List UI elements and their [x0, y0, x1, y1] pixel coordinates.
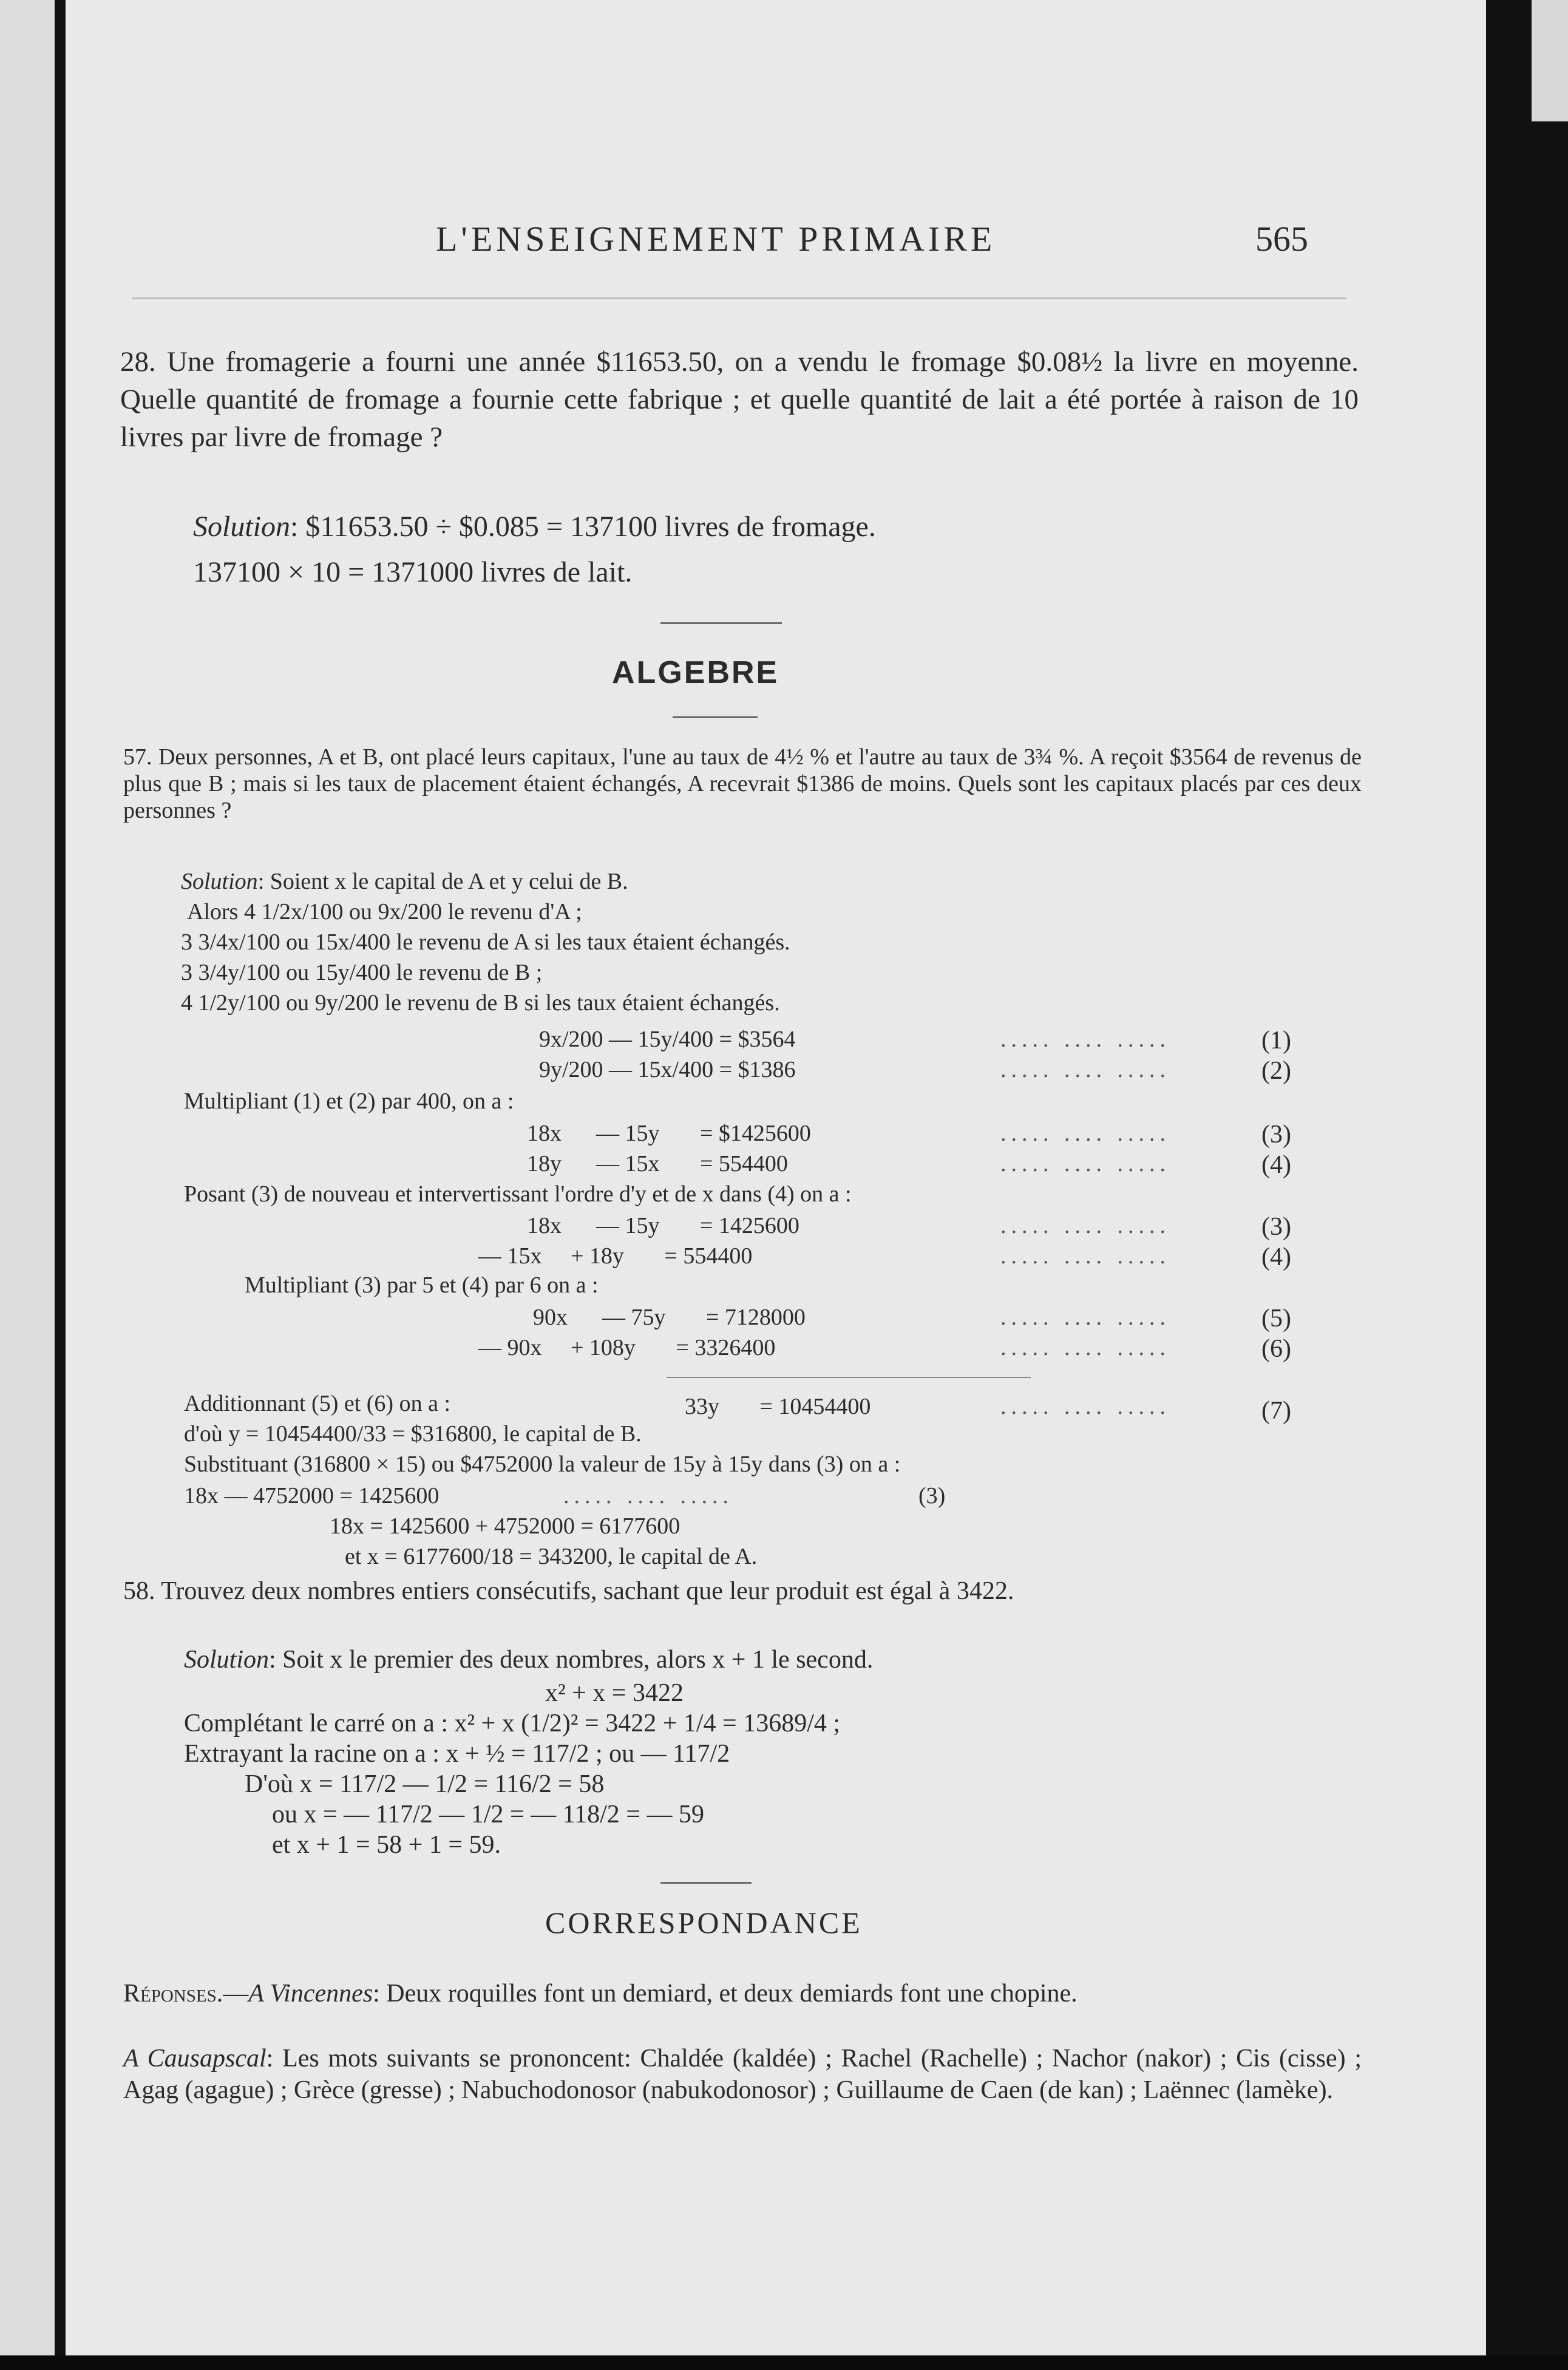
et-x-line: et x + 1 = 58 + 1 = 59.	[272, 1831, 501, 1859]
equation-3: 18x — 15y = $1425600	[527, 1121, 811, 1146]
p57-line-4: 3 3/4y/100 ou 15y/400 le revenu de B ;	[181, 960, 543, 985]
heading-underline	[673, 716, 758, 718]
leader-dots: ..... .... .....	[1000, 1243, 1170, 1269]
multiply-line: Multipliant (3) par 5 et (4) par 6 on a :	[245, 1272, 599, 1298]
multiply-by-400: Multipliant (1) et (2) par 400, on a :	[184, 1088, 514, 1114]
p57-line-2: Alors 4 1/2x/100 ou 9x/200 le revenu d'A ;	[187, 899, 582, 925]
equation-4b: — 15x + 18y = 554400	[478, 1243, 753, 1269]
left-page-edge	[55, 0, 66, 2370]
vincennes-text: : Deux roquilles font un demiard, et deux demiards font une chopine.	[373, 1980, 1078, 2008]
equation-number-5: (5)	[1261, 1305, 1291, 1333]
problem-28-solution-line-2: 137100 × 10 = 1371000 livres de lait.	[193, 556, 633, 588]
leader-dots: ..... .... .....	[1000, 1027, 1170, 1052]
problem-57-text: 57. Deux personnes, A et B, ont placé leurs capitaux, l'une au taux de 4½ % et l'autre au taux de 3¾ %. A reçoit $3564 de revenus de plus que B ; mais si les taux de placement étaient échangés, A recevrait $1386 de moins. Quels sont les capitaux placés par ces deux personnes ?	[123, 744, 1362, 823]
problem-28-solution	[193, 510, 876, 543]
causapscal-text: : Les mots suivants se prononcent: Chaldée (kaldée) ; Rachel (Rachelle) ; Nachor (nakor) ; Cis (cisse) ; Agag (agague) ; Grèce (gresse) ; Nabuchodonosor (nabukodonosor) ; Guillaume de Caen (de kan) ; Laënnec (lamèke).	[123, 2045, 1362, 2104]
solution-line-1: : $11653.50 ÷ $0.085 = 137100 livres de fromage.	[290, 511, 876, 543]
reponses-vincennes: Réponses.—A Vincennes: Deux roquilles font un demiard, et deux demiards font une chopine.	[123, 1980, 1078, 2008]
posant-line: Posant (3) de nouveau et intervertissant l'ordre d'y et de x dans (4) on a :	[184, 1181, 852, 1207]
left-scan-margin	[0, 0, 55, 2370]
equation-number-1: (1)	[1261, 1027, 1291, 1054]
equation-4: 18y — 15x = 554400	[527, 1151, 788, 1177]
p57-line-5: 4 1/2y/100 ou 9y/200 le revenu de B si les taux étaient échangés.	[181, 990, 780, 1016]
substituant-line: Substituant (316800 × 15) ou $4752000 la valeur de 15y à 15y dans (3) on a :	[184, 1452, 901, 1477]
solution-label: Solution	[193, 511, 291, 543]
vincennes-label: A Vincennes	[248, 1980, 373, 2008]
p58-equation: x² + x = 3422	[545, 1679, 684, 1707]
line-18x-c: et x = 6177600/18 = 343200, le capital de A.	[345, 1544, 758, 1569]
equation-3b: 18x — 15y = 1425600	[527, 1213, 799, 1238]
equation-5: 90x — 75y = 7128000	[533, 1305, 806, 1330]
leader-dots: ..... .... .....	[1000, 1213, 1170, 1238]
causapscal-label: A Causapscal	[123, 2045, 266, 2073]
leader-dots: ..... .... .....	[1000, 1151, 1170, 1177]
equation-number-3: (3)	[1261, 1121, 1291, 1149]
line-18x-b: 18x = 1425600 + 4752000 = 6177600	[330, 1513, 680, 1539]
running-header: L'ENSEIGNEMENT PRIMAIRE	[436, 219, 996, 259]
sum-rule	[667, 1377, 1031, 1378]
dou-y-line: d'où y = 10454400/33 = $316800, le capital de B.	[184, 1421, 642, 1447]
bottom-scan-edge	[0, 2355, 1568, 2370]
reponses-label: Réponses.	[123, 1980, 223, 2008]
leader-dots: ..... .... .....	[1000, 1305, 1170, 1330]
p57-solution-line-1: Solution: Soient x le capital de A et y celui de B.	[181, 869, 628, 894]
leader-dots: ..... .... .....	[1000, 1394, 1170, 1419]
ou-line: ou x = — 117/2 — 1/2 = — 118/2 = — 59	[272, 1801, 704, 1828]
equation-6: — 90x + 108y = 3326400	[478, 1335, 776, 1360]
correspondance-heading: CORRESPONDANCE	[545, 1906, 863, 1940]
problem-58-text: 58. Trouvez deux nombres entiers consécutifs, sachant que leur produit est égal à 3422.	[123, 1577, 1014, 1605]
solution-label: Solution	[181, 869, 258, 894]
equation-number-3c: (3)	[918, 1483, 946, 1509]
solution-label: Solution	[184, 1646, 270, 1674]
section-rule	[660, 622, 782, 624]
extrayant-line: Extrayant la racine on a : x + ½ = 117/2 ; ou — 117/2	[184, 1740, 730, 1768]
corner-paper-scrap	[1532, 0, 1568, 121]
page-number: 565	[1255, 219, 1308, 259]
leader-dots: ..... .... .....	[1000, 1121, 1170, 1146]
equation-number-3b: (3)	[1261, 1213, 1291, 1241]
p57-line-3: 3 3/4x/100 ou 15x/400 le revenu de A si les taux étaient échangés.	[181, 929, 790, 955]
equation-7: 33y = 10454400	[685, 1394, 871, 1419]
equation-1: 9x/200 — 15y/400 = $3564	[539, 1027, 796, 1052]
algebra-heading: ALGEBRE	[612, 655, 779, 690]
equation-number-2: (2)	[1261, 1057, 1291, 1085]
p58-solution-line-1: Solution: Soit x le premier des deux nombres, alors x + 1 le second.	[184, 1646, 874, 1674]
problem-28-text: 28. Une fromagerie a fourni une année $11653.50, on a vendu le fromage $0.08½ la livre en moyenne. Quelle quantité de fromage a fournie cette fabrique ; et quelle quantité de lait a été portée à raison de 10 livres par livre de fromage ?	[120, 346, 1359, 453]
header-rule	[132, 297, 1346, 299]
section-rule	[660, 1882, 752, 1884]
equation-number-4b: (4)	[1261, 1243, 1291, 1271]
additionnant-line: Additionnant (5) et (6) on a :	[184, 1391, 451, 1416]
leader-dots: ..... .... .....	[1000, 1057, 1170, 1082]
leader-dots: ..... .... .....	[1000, 1335, 1170, 1360]
equation-number-7: (7)	[1261, 1397, 1291, 1425]
dou-line: D'où x = 117/2 — 1/2 = 116/2 = 58	[245, 1770, 605, 1798]
line-18x-a: 18x — 4752000 = 1425600	[184, 1483, 440, 1509]
completant-line: Complétant le carré on a : x² + x (1/2)² = 3422 + 1/4 = 13689/4 ;	[184, 1710, 841, 1737]
causapscal-answer	[123, 2043, 1362, 2106]
right-scan-margin	[1486, 0, 1568, 2370]
equation-2: 9y/200 — 15x/400 = $1386	[539, 1057, 796, 1082]
equation-number-4: (4)	[1261, 1151, 1291, 1179]
leader-dots: ..... .... .....	[563, 1483, 733, 1509]
book-page	[66, 0, 1486, 2355]
equation-number-6: (6)	[1261, 1335, 1291, 1363]
